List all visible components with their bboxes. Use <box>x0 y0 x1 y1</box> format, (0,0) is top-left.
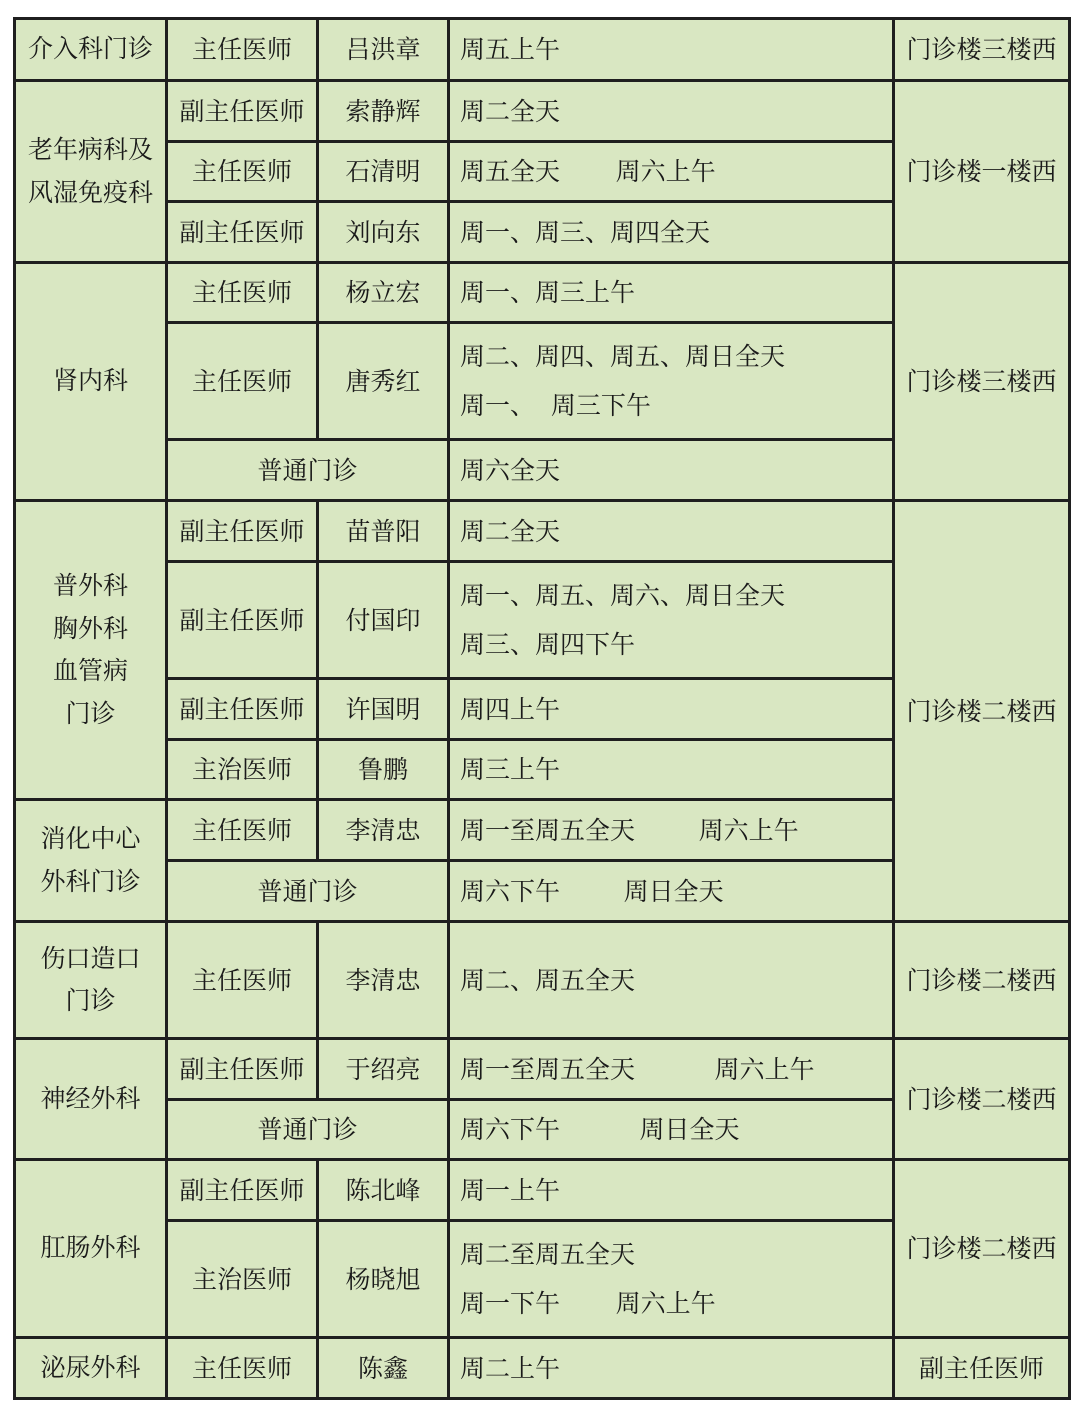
doctor-name-cell: 李清忠 <box>318 922 449 1039</box>
clinic-time-text: 周二、周五全天 <box>460 965 636 995</box>
department-name: 消化中心 <box>40 824 141 853</box>
department-name: 普外科 <box>52 571 128 600</box>
clinic-schedule-table <box>13 17 1071 1400</box>
table-row <box>15 922 1070 1039</box>
department-name: 神经外科 <box>40 1083 141 1113</box>
clinic-time-text: 周二全天 <box>460 96 561 126</box>
clinic-time-text: 周五全天 周六上午 <box>460 157 716 186</box>
doctor-title-cell: 副主任医师 <box>167 81 318 142</box>
department-cell <box>15 19 167 81</box>
doctor-title-cell: 主任医师 <box>167 263 318 323</box>
department-cell <box>15 800 167 922</box>
clinic-time-text: 周二上午 <box>460 1353 561 1383</box>
location-cell: 副主任医师 <box>894 1338 1070 1399</box>
clinic-time-cell <box>449 922 894 1039</box>
doctor-name-cell: 杨晓旭 <box>318 1221 449 1338</box>
location-cell: 门诊楼三楼西 <box>894 19 1070 81</box>
doctor-name-cell: 李清忠 <box>318 800 449 861</box>
department-name: 介入科门诊 <box>27 34 153 64</box>
clinic-time-text: 周一、周五、周六、周日全天 <box>460 581 786 610</box>
location-cell: 门诊楼二楼西 <box>894 1039 1070 1160</box>
department-cell <box>15 1039 167 1160</box>
doctor-title-cell: 主任医师 <box>167 142 318 202</box>
department-cell <box>15 501 167 800</box>
doctor-title-cell: 主任医师 <box>167 800 318 861</box>
general-clinic-cell: 普通门诊 <box>167 861 449 922</box>
department-cell <box>15 922 167 1039</box>
clinic-time-text: 周三、周四下午 <box>460 630 636 659</box>
clinic-time-text: 周三上午 <box>460 755 561 784</box>
doctor-name-cell: 于绍亮 <box>318 1039 449 1100</box>
doctor-name-cell: 许国明 <box>318 679 449 740</box>
doctor-name-cell: 吕洪章 <box>318 19 449 81</box>
clinic-time-text: 周一、 周三下午 <box>460 391 651 420</box>
clinic-time-cell <box>449 1338 894 1399</box>
doctor-title-cell: 主任医师 <box>167 323 318 440</box>
clinic-time-text: 周一至周五全天 周六上午 <box>460 1054 815 1084</box>
doctor-title-cell: 副主任医师 <box>167 1039 318 1100</box>
table-row <box>15 501 1070 562</box>
general-clinic-cell: 普通门诊 <box>167 440 449 501</box>
doctor-title-cell: 副主任医师 <box>167 679 318 740</box>
clinic-time-text: 周一、周三、周四全天 <box>460 217 711 247</box>
clinic-time-cell <box>449 81 894 142</box>
location-cell: 门诊楼二楼西 <box>894 1160 1070 1338</box>
doctor-title-cell: 主治医师 <box>167 1221 318 1338</box>
department-cell <box>15 81 167 263</box>
doctor-name-cell: 杨立宏 <box>318 263 449 323</box>
doctor-name-cell: 陈鑫 <box>318 1338 449 1399</box>
doctor-title-cell: 副主任医师 <box>167 501 318 562</box>
clinic-time-cell <box>449 1039 894 1100</box>
clinic-time-cell <box>449 1160 894 1221</box>
clinic-time-cell <box>449 679 894 740</box>
department-name: 肛肠外科 <box>40 1233 141 1263</box>
doctor-title-cell: 副主任医师 <box>167 1160 318 1221</box>
department-cell <box>15 263 167 501</box>
clinic-time-cell <box>449 19 894 81</box>
clinic-time-text: 周二至周五全天 <box>460 1240 636 1269</box>
doctor-title-cell: 副主任医师 <box>167 562 318 679</box>
table-row <box>15 1160 1070 1221</box>
doctor-title-cell: 主任医师 <box>167 19 318 81</box>
doctor-title-cell: 主任医师 <box>167 1338 318 1399</box>
table-row <box>15 1338 1070 1399</box>
general-clinic-cell: 普通门诊 <box>167 1100 449 1160</box>
clinic-time-text: 周五上午 <box>460 35 561 64</box>
department-name: 胸外科 <box>52 613 128 643</box>
clinic-time-text: 周一、周三上午 <box>460 278 636 307</box>
department-name: 肾内科 <box>52 366 128 396</box>
clinic-time-cell <box>449 800 894 861</box>
clinic-time-cell <box>449 440 894 501</box>
clinic-time-text: 周二全天 <box>460 516 561 546</box>
location-cell: 门诊楼二楼西 <box>894 501 1070 922</box>
doctor-name-cell: 付国印 <box>318 562 449 679</box>
clinic-time-cell <box>449 1221 894 1338</box>
department-name: 风湿免疫科 <box>27 177 153 207</box>
clinic-time-text: 周六下午 周日全天 <box>460 1115 740 1144</box>
clinic-time-cell <box>449 263 894 323</box>
doctor-name-cell: 陈北峰 <box>318 1160 449 1221</box>
clinic-time-text: 周一下午 周六上午 <box>460 1289 716 1318</box>
clinic-time-cell <box>449 861 894 922</box>
clinic-time-cell <box>449 740 894 800</box>
clinic-time-text: 周一至周五全天 周六上午 <box>460 815 799 845</box>
table-row <box>15 1039 1070 1100</box>
location-cell: 门诊楼三楼西 <box>894 263 1070 501</box>
clinic-time-text: 周一上午 <box>460 1175 561 1205</box>
doctor-name-cell: 刘向东 <box>318 202 449 263</box>
doctor-title-cell: 主治医师 <box>167 740 318 800</box>
clinic-time-cell <box>449 323 894 440</box>
department-name: 泌尿外科 <box>40 1352 141 1382</box>
clinic-time-text: 周二、周四、周五、周日全天 <box>460 342 786 371</box>
location-cell: 门诊楼二楼西 <box>894 922 1070 1039</box>
department-name: 老年病科及 <box>27 135 153 164</box>
doctor-name-cell: 鲁鹏 <box>318 740 449 800</box>
clinic-time-cell <box>449 501 894 562</box>
department-name: 门诊 <box>65 698 116 728</box>
doctor-title-cell: 副主任医师 <box>167 202 318 263</box>
clinic-time-cell <box>449 202 894 263</box>
doctor-name-cell: 石清明 <box>318 142 449 202</box>
doctor-name-cell: 唐秀红 <box>318 323 449 440</box>
clinic-time-cell <box>449 562 894 679</box>
clinic-time-cell <box>449 142 894 202</box>
table-row <box>15 19 1070 81</box>
clinic-time-text: 周四上午 <box>460 694 561 724</box>
schedule-body <box>15 19 1070 1399</box>
clinic-time-text: 周六下午 周日全天 <box>460 876 724 906</box>
department-name: 伤口造口 <box>40 943 141 973</box>
department-name: 门诊 <box>65 986 116 1015</box>
department-name: 血管病 <box>52 656 128 685</box>
department-cell <box>15 1338 167 1399</box>
table-row <box>15 263 1070 323</box>
table-row <box>15 81 1070 142</box>
doctor-name-cell: 索静辉 <box>318 81 449 142</box>
clinic-time-text: 周六全天 <box>460 455 561 485</box>
department-cell <box>15 1160 167 1338</box>
doctor-name-cell: 苗普阳 <box>318 501 449 562</box>
department-name: 外科门诊 <box>40 866 141 896</box>
doctor-title-cell: 主任医师 <box>167 922 318 1039</box>
location-cell: 门诊楼一楼西 <box>894 81 1070 263</box>
clinic-time-cell <box>449 1100 894 1160</box>
